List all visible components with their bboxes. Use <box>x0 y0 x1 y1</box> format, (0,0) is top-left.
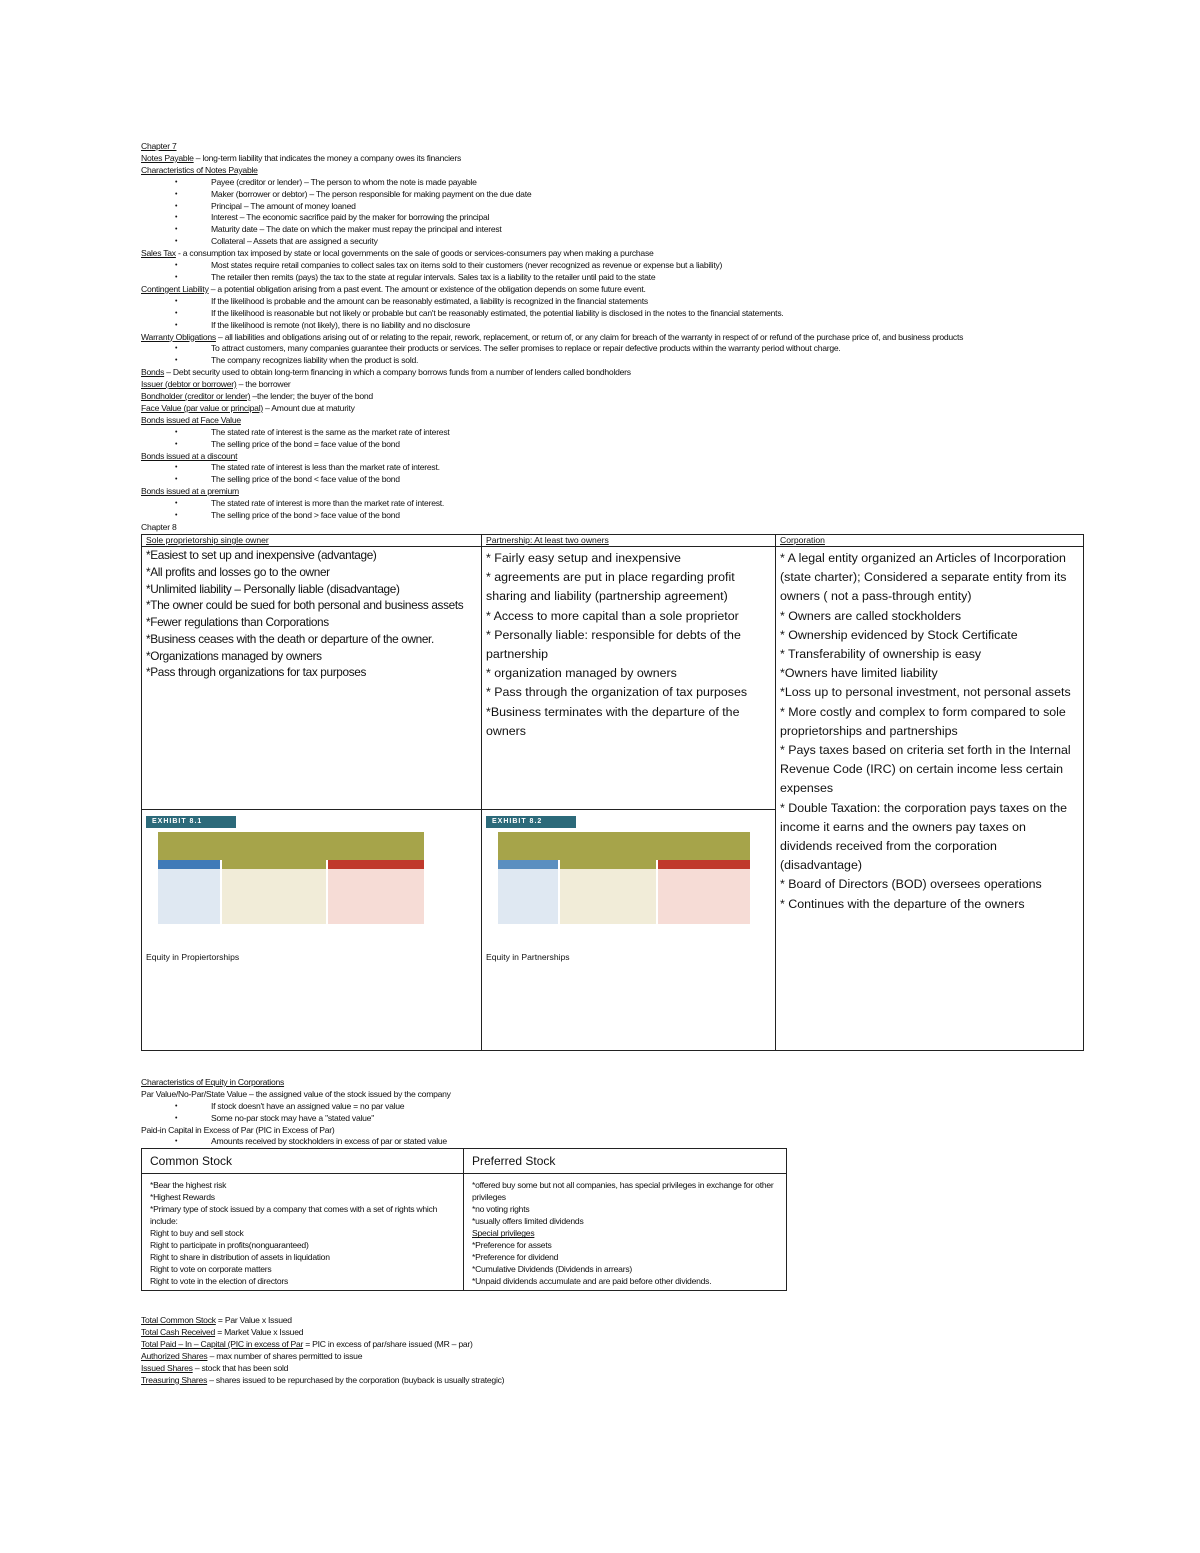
list-item: * Personally liable: responsible for debts of the partnership <box>486 627 741 661</box>
table-row <box>142 1149 787 1174</box>
face-value-heading: Bonds issued at Face Value <box>141 414 241 425</box>
list-item: * Owners are called stockholders <box>780 608 962 623</box>
list-item: *usually offers limited dividends <box>472 1216 584 1227</box>
bonds-def: – Debt security used to obtain long-term financing in which a company borrows funds from a number of lenders called bondholders <box>164 367 631 378</box>
list-item: * Pass through the organization of tax purposes <box>486 685 748 700</box>
stock-comparison-table <box>141 1148 787 1291</box>
list-item: * Transferability of ownership is easy <box>780 646 982 661</box>
list-item: Total Cash Received = Market Value x Issued <box>141 1327 304 1338</box>
list-item: • The selling price of the bond < face value of the bond <box>141 474 1086 486</box>
list-item: • To attract customers, many companies guarantee their products or services. The seller promises to replace or repair defective products within the warranty period without charge. <box>141 343 1086 355</box>
exhibit-panel <box>658 860 750 924</box>
chapter-7-title: Chapter 7 <box>141 141 177 151</box>
list-item: • Maturity date – The date on which the maker must repay the principal and interest <box>141 224 1086 236</box>
list-item: * Pays taxes based on criteria set forth in the Internal Revenue Code (IRC) on certain income less certain expenses <box>780 742 1071 796</box>
list-item: *Owners have limited liability <box>780 666 938 681</box>
list-item: • Amounts received by stockholders in excess of par or stated value <box>141 1136 1086 1148</box>
exhibit-banner <box>498 832 750 860</box>
list-item: *Business ceases with the death or departure of the owner. <box>146 631 434 646</box>
list-item: * organization managed by owners <box>486 666 677 681</box>
table-row <box>142 1174 787 1291</box>
corporation-cell <box>776 546 1084 1050</box>
exhibit-image <box>146 816 414 926</box>
list-item: Authorized Shares – max number of shares permitted to issue <box>141 1351 363 1362</box>
issuer-term: Issuer (debtor or borrower) <box>141 379 237 390</box>
exhibit-panel <box>560 860 656 924</box>
list-item: • The selling price of the bond > face value of the bond <box>141 510 1086 522</box>
exhibit-panel <box>328 860 424 924</box>
special-privileges-heading: Special privileges <box>472 1228 535 1239</box>
list-item: Right to vote on corporate matters <box>150 1264 272 1275</box>
list-item: Right to vote in the election of directors <box>150 1276 289 1287</box>
list-item: • Principal – The amount of money loaned <box>141 201 1086 213</box>
list-item: *Unlimited liability – Personally liable (disadvantage) <box>146 581 400 596</box>
list-item: *Business terminates with the departure of the owners <box>486 704 740 738</box>
list-item: *Highest Rewards <box>150 1192 215 1203</box>
bondholder-line <box>141 391 1086 403</box>
list-item: • The retailer then remits (pays) the tax to the state at regular intervals. Sales tax is a liability to the retailer until paid to the state <box>141 272 1086 284</box>
document-page <box>141 141 1086 1387</box>
contingent-def: – a potential obligation arising from a past event. The amount or existence of the obligation depends on some future event. <box>208 283 646 294</box>
exhibit-banner <box>158 832 424 860</box>
issuer-line <box>141 379 1086 391</box>
warranty-term: Warranty Obligations <box>141 331 216 342</box>
list-item: * Double Taxation: the corporation pays taxes on the income it earns and the owners pay taxes on dividends received from the corporation (disadvantage) <box>780 800 1068 873</box>
list-item: • Collateral – Assets that are assigned a security <box>141 236 1086 248</box>
list-item: • The selling price of the bond = face value of the bond <box>141 439 1086 451</box>
bonds-line <box>141 367 1086 379</box>
list-item: • If the likelihood is reasonable but not likely or probable but can't be reasonably estimated, the potential liability is disclosed in the notes to the financial statements. <box>141 308 1086 320</box>
list-item: • The stated rate of interest is less than the market rate of interest. <box>141 462 1086 474</box>
list-item: * A legal entity organized an Articles of Incorporation (state charter); Considered a separate entity from its owners ( not a pass-through entity) <box>780 550 1067 604</box>
exhibit-cell <box>142 809 482 1050</box>
warranty-line <box>141 332 1086 344</box>
list-item: *Cumulative Dividends (Dividends in arrears) <box>472 1264 632 1275</box>
face-value-line <box>141 403 1086 415</box>
table-row <box>142 546 1084 809</box>
list-item: • If the likelihood is probable and the amount can be reasonably estimated, a liability is recognized in the financial statements <box>141 296 1086 308</box>
partnership-cell <box>482 546 776 809</box>
column-header: Sole proprietorship single owner <box>142 534 482 546</box>
list-item: * Board of Directors (BOD) oversees operations <box>780 877 1042 892</box>
list-item: • If stock doesn't have an assigned value = no par value <box>141 1101 1086 1113</box>
list-item: • Most states require retail companies to collect sales tax on items sold to their customers (never recognized as revenue or expense but a liability) <box>141 260 1086 272</box>
bonds-term: Bonds <box>141 367 165 378</box>
column-header: Preferred Stock <box>464 1149 787 1174</box>
list-item: • If the likelihood is remote (not likely), there is no liability and no disclosure <box>141 320 1086 332</box>
exhibit-panel <box>498 860 558 924</box>
list-item: Right to buy and sell stock <box>150 1228 244 1239</box>
contingent-line <box>141 284 1086 296</box>
list-item: *Preference for dividend <box>472 1252 559 1263</box>
face-value-term: Face Value (par value or principal) <box>141 402 263 413</box>
list-item: • The company recognizes liability when the product is sold. <box>141 355 1086 367</box>
list-item: * More costly and complex to form compared to sole proprietorships and partnerships <box>780 704 1066 738</box>
list-item: *Unpaid dividends accumulate and are paid before other dividends. <box>472 1276 712 1287</box>
notes-payable-line <box>141 153 1086 165</box>
list-item: *offered buy some but not all companies, has special privileges in exchange for other privileges <box>472 1180 774 1203</box>
contingent-term: Contingent Liability <box>141 283 209 294</box>
exhibit-tag: EXHIBIT 8.1 <box>146 816 236 828</box>
exhibit-cell <box>482 809 776 1050</box>
list-item: *All profits and losses go to the owner <box>146 564 330 579</box>
list-item: • Payee (creditor or lender) – The person to whom the note is made payable <box>141 177 1086 189</box>
par-value-line: Par Value/No-Par/State Value – the assigned value of the stock issued by the company <box>141 1088 451 1099</box>
list-item: • The stated rate of interest is the same as the market rate of interest <box>141 427 1086 439</box>
face-value-def: – Amount due at maturity <box>262 402 355 413</box>
equity-prop-label: Equity in Propiertorships <box>146 951 240 962</box>
preferred-stock-cell <box>464 1174 787 1291</box>
list-item: *Organizations managed by owners <box>146 648 322 663</box>
list-item: • The stated rate of interest is more than the market rate of interest. <box>141 498 1086 510</box>
exhibit-image <box>486 816 754 926</box>
bondholder-def: –the lender; the buyer of the bond <box>250 391 373 402</box>
column-header: Common Stock <box>142 1149 464 1174</box>
list-item: Right to participate in profits(nonguaranteed) <box>150 1240 309 1251</box>
equity-heading: Characteristics of Equity in Corporations <box>141 1076 285 1087</box>
exhibit-tag: EXHIBIT 8.2 <box>486 816 576 828</box>
sales-tax-def: - a consumption tax imposed by state or local governments on the sale of goods or services-consumers pay when making a purchase <box>175 248 654 259</box>
discount-heading: Bonds issued at a discount <box>141 450 238 461</box>
list-item: *Fewer regulations than Corporations <box>146 615 329 630</box>
list-item: *The owner could be sued for both personal and business assets <box>146 598 464 613</box>
sales-tax-term: Sales Tax <box>141 248 176 259</box>
table-row <box>142 534 1084 546</box>
list-item: *Primary type of stock issued by a company that comes with a set of rights which include: <box>150 1204 438 1227</box>
notes-payable-term: Notes Payable <box>141 152 194 163</box>
notes-payable-def: – long-term liability that indicates the money a company owes its financiers <box>193 152 462 163</box>
list-item: Treasuring Shares – shares issued to be repurchased by the corporation (buyback is usually strategic) <box>141 1374 505 1385</box>
common-stock-cell <box>142 1174 464 1291</box>
list-item: * Fairly easy setup and inexpensive <box>486 550 681 565</box>
sales-tax-line <box>141 248 1086 260</box>
list-item: * Continues with the departure of the owners <box>780 896 1025 911</box>
exhibit-panel <box>158 860 220 924</box>
premium-heading: Bonds issued at a premium <box>141 486 239 497</box>
list-item: Total Paid – In – Capital (PIC in excess of Par = PIC in excess of par/share issued (MR – par) <box>141 1339 473 1350</box>
bondholder-term: Bondholder (creditor or lender) <box>141 391 251 402</box>
list-item: *Loss up to personal investment, not personal assets <box>780 685 1071 700</box>
totals-list <box>141 1315 1086 1386</box>
list-item: • Interest – The economic sacrifice paid by the maker for borrowing the principal <box>141 212 1086 224</box>
warranty-def: – all liabilities and obligations arising out of or relating to the repair, rework, replacement, or return of, or any claim for breach of the warranty in respect of or refund of the purchase price of, and business products <box>215 331 964 342</box>
sole-prop-cell <box>142 546 482 809</box>
column-header: Partnership: At least two owners <box>482 534 776 546</box>
exhibit-panel <box>222 860 326 924</box>
list-item: * Ownership evidenced by Stock Certificate <box>780 627 1018 642</box>
list-item: Right to share in distribution of assets in liquidation <box>150 1252 330 1263</box>
list-item: *Bear the highest risk <box>150 1180 227 1191</box>
list-item: * Access to more capital than a sole proprietor <box>486 608 739 623</box>
list-item: *Preference for assets <box>472 1240 552 1251</box>
business-forms-table <box>141 534 1084 1051</box>
list-item: • Maker (borrower or debtor) – The person responsible for making payment on the due date <box>141 189 1086 201</box>
characteristics-heading: Characteristics of Notes Payable <box>141 164 258 175</box>
list-item: *Easiest to set up and inexpensive (advantage) <box>146 547 377 562</box>
column-header: Corporation <box>776 534 1084 546</box>
list-item: * agreements are put in place regarding profit sharing and liability (partnership agreement) <box>486 570 735 604</box>
list-item: *Pass through organizations for tax purposes <box>146 665 367 680</box>
equity-part-label: Equity in Partnerships <box>486 951 570 962</box>
list-item: *no voting rights <box>472 1204 530 1215</box>
list-item: Issued Shares – stock that has been sold <box>141 1362 289 1373</box>
issuer-def: – the borrower <box>236 379 291 390</box>
chapter-8-title: Chapter 8 <box>141 522 177 532</box>
pic-line: Paid-in Capital in Excess of Par (PIC in Excess of Par) <box>141 1124 335 1135</box>
characteristics-list <box>141 177 1086 248</box>
list-item: Total Common Stock = Par Value x Issued <box>141 1315 292 1326</box>
list-item: • Some no-par stock may have a "stated value" <box>141 1113 1086 1125</box>
